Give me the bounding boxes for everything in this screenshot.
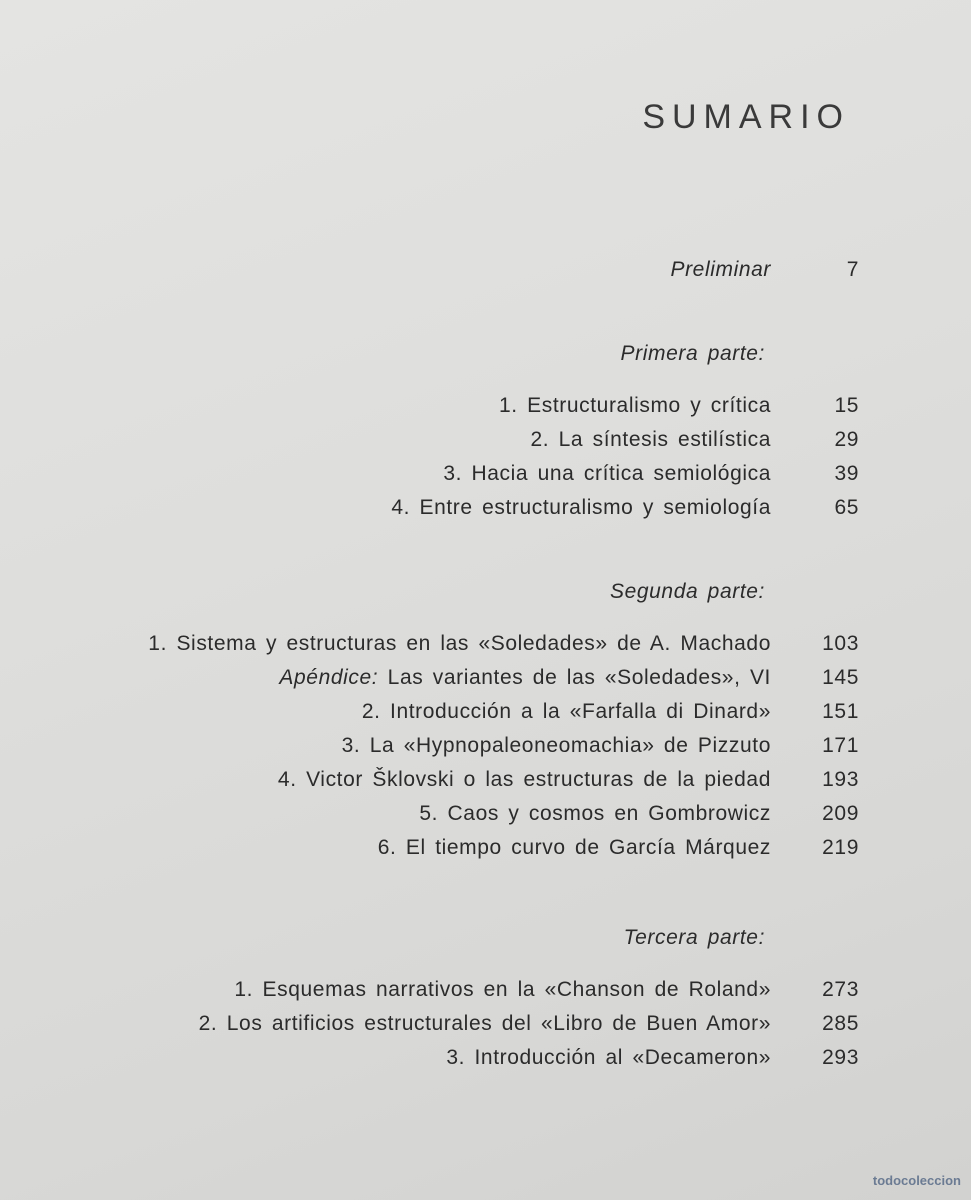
toc-entry [0, 666, 971, 700]
toc-page-number: 171 [822, 734, 859, 757]
toc-page-number: 193 [822, 768, 859, 791]
toc-label: 5. Caos y cosmos en Gombrowicz [419, 802, 771, 825]
toc-page-number: 39 [834, 462, 859, 485]
toc-label: 6. El tiempo curvo de García Márquez [377, 836, 771, 859]
section-heading-segunda: Segunda parte: [609, 580, 765, 603]
toc-entry [0, 632, 971, 666]
section-heading-primera: Primera parte: [620, 342, 765, 365]
toc-page-number: 15 [834, 394, 859, 417]
toc-entry [0, 462, 971, 496]
toc-entry [0, 394, 971, 428]
toc-entry [0, 768, 971, 802]
toc-entry [0, 734, 971, 768]
watermark-logo: todocoleccion [872, 1173, 961, 1188]
toc-entry [0, 802, 971, 836]
toc-label: 2. Introducción a la «Farfalla di Dinard» [361, 700, 771, 723]
toc-page-number: 29 [834, 428, 859, 451]
toc-entry [0, 1012, 971, 1046]
toc-page-number: 285 [822, 1012, 859, 1035]
toc-label: 4. Entre estructuralismo y semiología [391, 496, 771, 519]
toc-page-number: 273 [822, 978, 859, 1001]
toc-page-number: 145 [822, 666, 859, 689]
section-heading-tercera: Tercera parte: [623, 926, 765, 949]
toc-label: 2. La síntesis estilística [530, 428, 771, 451]
toc-label: Preliminar [670, 258, 771, 281]
toc-entry [0, 428, 971, 462]
toc-page-number: 219 [822, 836, 859, 859]
toc-entry-preliminar [0, 258, 971, 292]
toc-entry [0, 700, 971, 734]
toc-label: 1. Sistema y estructuras en las «Soledades» de A. Machado [148, 632, 771, 655]
toc-entry [0, 1046, 971, 1080]
toc-label: 3. Hacia una crítica semiológica [443, 462, 771, 485]
toc-label: 1. Esquemas narrativos en la «Chanson de Roland» [234, 978, 771, 1001]
toc-entry [0, 836, 971, 870]
toc-entry [0, 978, 971, 1012]
toc-label: 3. La «Hypnopaleoneomachia» de Pizzuto [341, 734, 771, 757]
toc-page-number: 293 [822, 1046, 859, 1069]
toc-label: 3. Introducción al «Decameron» [446, 1046, 771, 1069]
toc-page-number: 103 [822, 632, 859, 655]
page-title: SUMARIO [642, 98, 850, 136]
toc-label: 4. Victor Šklovski o las estructuras de la piedad [277, 768, 771, 791]
toc-page-number: 151 [822, 700, 859, 723]
toc-label: 2. Los artificios estructurales del «Libro de Buen Amor» [198, 1012, 771, 1035]
toc-page-number: 65 [834, 496, 859, 519]
toc-label-prefix: Apéndice: [279, 666, 379, 689]
toc-label: 1. Estructuralismo y crítica [498, 394, 771, 417]
toc-entry [0, 496, 971, 530]
toc-label-text: Las variantes de las «Soledades», VI [378, 666, 771, 689]
toc-label [279, 666, 771, 690]
toc-page-number: 7 [846, 258, 859, 281]
toc-page-number: 209 [822, 802, 859, 825]
